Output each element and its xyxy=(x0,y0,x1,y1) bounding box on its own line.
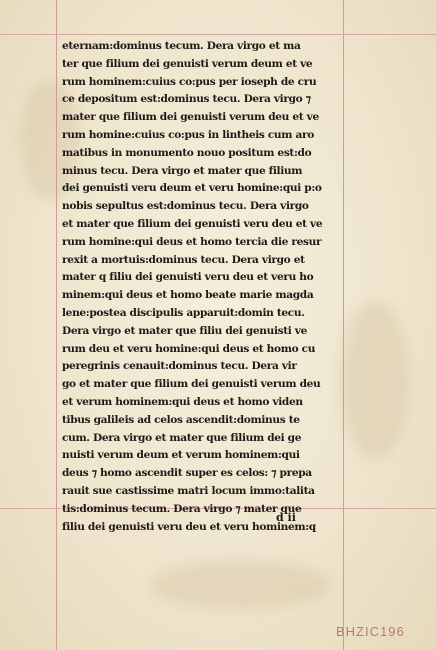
text-line: eternam:dominus tecum. Dera virgo et ma xyxy=(62,40,301,52)
text-line: tibus galileis ad celos ascendit:dominus te xyxy=(62,413,300,426)
text-line: mater que filium dei genuisti verum deu et ve xyxy=(62,111,319,124)
text-line: rum homine:cuius co:pus in lintheis cum aro xyxy=(62,128,314,141)
margin-rule-left xyxy=(56,0,57,650)
text-line: mater q filiu dei genuisti veru deu et veru ho xyxy=(62,271,314,284)
text-line: ce depositum est:dominus tecu. Dera virgo ⁊ xyxy=(62,93,311,106)
text-line: cum. Dera virgo et mater que filium dei ge xyxy=(62,431,302,444)
text-line: deus ⁊ homo ascendit super es celos: ⁊ prepa xyxy=(62,467,312,480)
text-line: dei genuisti veru deum et veru homine:qui p:o xyxy=(62,182,322,195)
text-line: rum hominem:cuius co:pus per ioseph de cru xyxy=(62,75,317,88)
text-block xyxy=(62,38,338,536)
text-line: filiu dei genuisti veru deu et veru hominem:q xyxy=(62,520,316,533)
signature-mark: d ii xyxy=(276,511,296,524)
text-line: nobis sepultus est:dominus tecu. Dera virgo xyxy=(62,200,309,213)
text-line: tis:dominus tecum. Dera virgo ⁊ mater que xyxy=(62,502,302,515)
text-line: go et mater que filium dei genuisti verum deu xyxy=(62,378,321,391)
text-line: rexit a mortuis:dominus tecu. Dera virgo et xyxy=(62,253,305,266)
text-line: matibus in monumento nouo positum est:do xyxy=(62,146,312,159)
paper-stain xyxy=(340,300,410,460)
text-line: rauit sue castissime matri locum immo:talita xyxy=(62,484,315,497)
text-line: ter que filium dei genuisti verum deum et ve xyxy=(62,57,313,70)
margin-rule-top xyxy=(0,34,436,35)
margin-rule-right xyxy=(343,0,344,650)
text-line: rum deu et veru homine:qui deus et homo cu xyxy=(62,342,316,355)
paper-stain xyxy=(150,560,330,610)
text-line: lene:postea discipulis apparuit:domin tecu. xyxy=(62,306,305,319)
text-line: rum homine:qui deus et homo tercia die resur xyxy=(62,235,322,248)
text-line: peregrinis cenauit:dominus tecu. Dera vir xyxy=(62,360,297,373)
text-line: nuisti verum deum et verum hominem:qui xyxy=(62,449,300,462)
text-line: Dera virgo et mater que filiu dei genuisti ve xyxy=(62,324,307,337)
text-line: minem:qui deus et homo beate marie magda xyxy=(62,289,314,302)
text-line: et mater que filium dei genuisti veru deu et ve xyxy=(62,217,323,230)
shelfmark-label: BHZIC196 xyxy=(336,624,405,639)
text-line: minus tecu. Dera virgo et mater que filium xyxy=(62,164,303,177)
text-line: et verum hominem:qui deus et homo viden xyxy=(62,395,303,408)
